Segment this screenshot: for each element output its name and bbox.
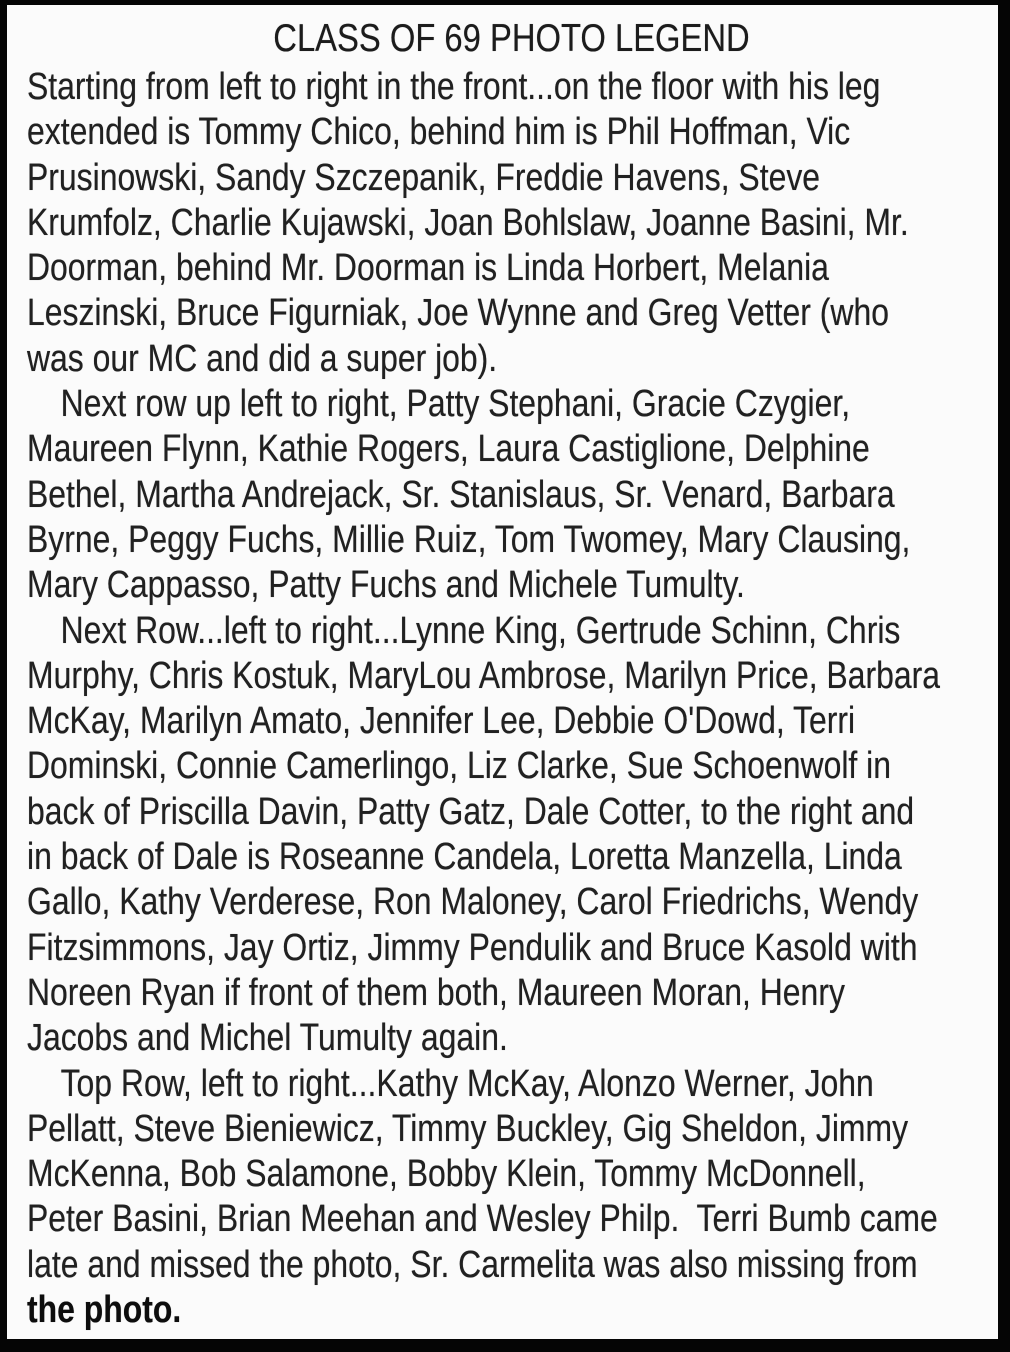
text-line: Maureen Flynn, Kathie Rogers, Laura Castiglione, Delphine xyxy=(27,428,870,471)
text-line: Gallo, Kathy Verderese, Ron Maloney, Carol Friedrichs, Wendy xyxy=(27,881,919,924)
text-line: the photo. xyxy=(27,1289,182,1332)
document-body xyxy=(27,65,996,1333)
text-line: back of Priscilla Davin, Patty Gatz, Dale Cotter, to the right and xyxy=(27,790,915,833)
text-line: Next Row...left to right...Lynne King, Gertrude Schinn, Chris xyxy=(60,609,901,652)
text-line: Pellatt, Steve Bieniewicz, Timmy Buckley, Gig Sheldon, Jimmy xyxy=(27,1107,909,1150)
text-line: McKay, Marilyn Amato, Jennifer Lee, Debbie O'Dowd, Terri xyxy=(27,700,856,743)
text-line: Byrne, Peggy Fuchs, Millie Ruiz, Tom Twomey, Mary Clausing, xyxy=(27,518,911,561)
text-line: Noreen Ryan if front of them both, Maureen Moran, Henry xyxy=(27,971,845,1014)
text-line: Peter Basini, Brian Meehan and Wesley Philp. Terri Bumb came xyxy=(27,1198,938,1241)
text-line: Fitzsimmons, Jay Ortiz, Jimmy Pendulik and Bruce Kasold with xyxy=(27,926,918,969)
text-line: late and missed the photo, Sr. Carmelita was also missing from xyxy=(27,1243,918,1286)
document-page xyxy=(7,5,998,1339)
text-line: Mary Cappasso, Patty Fuchs and Michele Tumulty. xyxy=(27,564,745,607)
text-line: Murphy, Chris Kostuk, MaryLou Ambrose, Marilyn Price, Barbara xyxy=(27,654,941,697)
text-line: Top Row, left to right...Kathy McKay, Alonzo Werner, John xyxy=(60,1062,874,1105)
text-line: Leszinski, Bruce Figurniak, Joe Wynne and Greg Vetter (who xyxy=(27,292,889,335)
text-line: Doorman, behind Mr. Doorman is Linda Horbert, Melania xyxy=(27,247,829,290)
text-line: Prusinowski, Sandy Szczepanik, Freddie Havens, Steve xyxy=(27,156,821,199)
text-line: in back of Dale is Roseanne Candela, Loretta Manzella, Linda xyxy=(27,836,902,879)
text-line: extended is Tommy Chico, behind him is Phil Hoffman, Vic xyxy=(27,111,851,154)
text-line: Dominski, Connie Camerlingo, Liz Clarke, Sue Schoenwolf in xyxy=(27,745,892,788)
page-title: CLASS OF 69 PHOTO LEGEND xyxy=(273,17,750,60)
text-line: Starting from left to right in the front...on the floor with his leg xyxy=(27,66,881,108)
text-line: was our MC and did a super job). xyxy=(27,337,498,380)
text-line: McKenna, Bob Salamone, Bobby Klein, Tommy McDonnell, xyxy=(27,1153,866,1196)
text-line: Bethel, Martha Andrejack, Sr. Stanislaus, Sr. Venard, Barbara xyxy=(27,473,895,516)
text-line: Krumfolz, Charlie Kujawski, Joan Bohlslaw, Joanne Basini, Mr. xyxy=(27,201,909,244)
text-line: Next row up left to right, Patty Stephani, Gracie Czygier, xyxy=(60,383,851,426)
text-line: Jacobs and Michel Tumulty again. xyxy=(27,1017,508,1060)
